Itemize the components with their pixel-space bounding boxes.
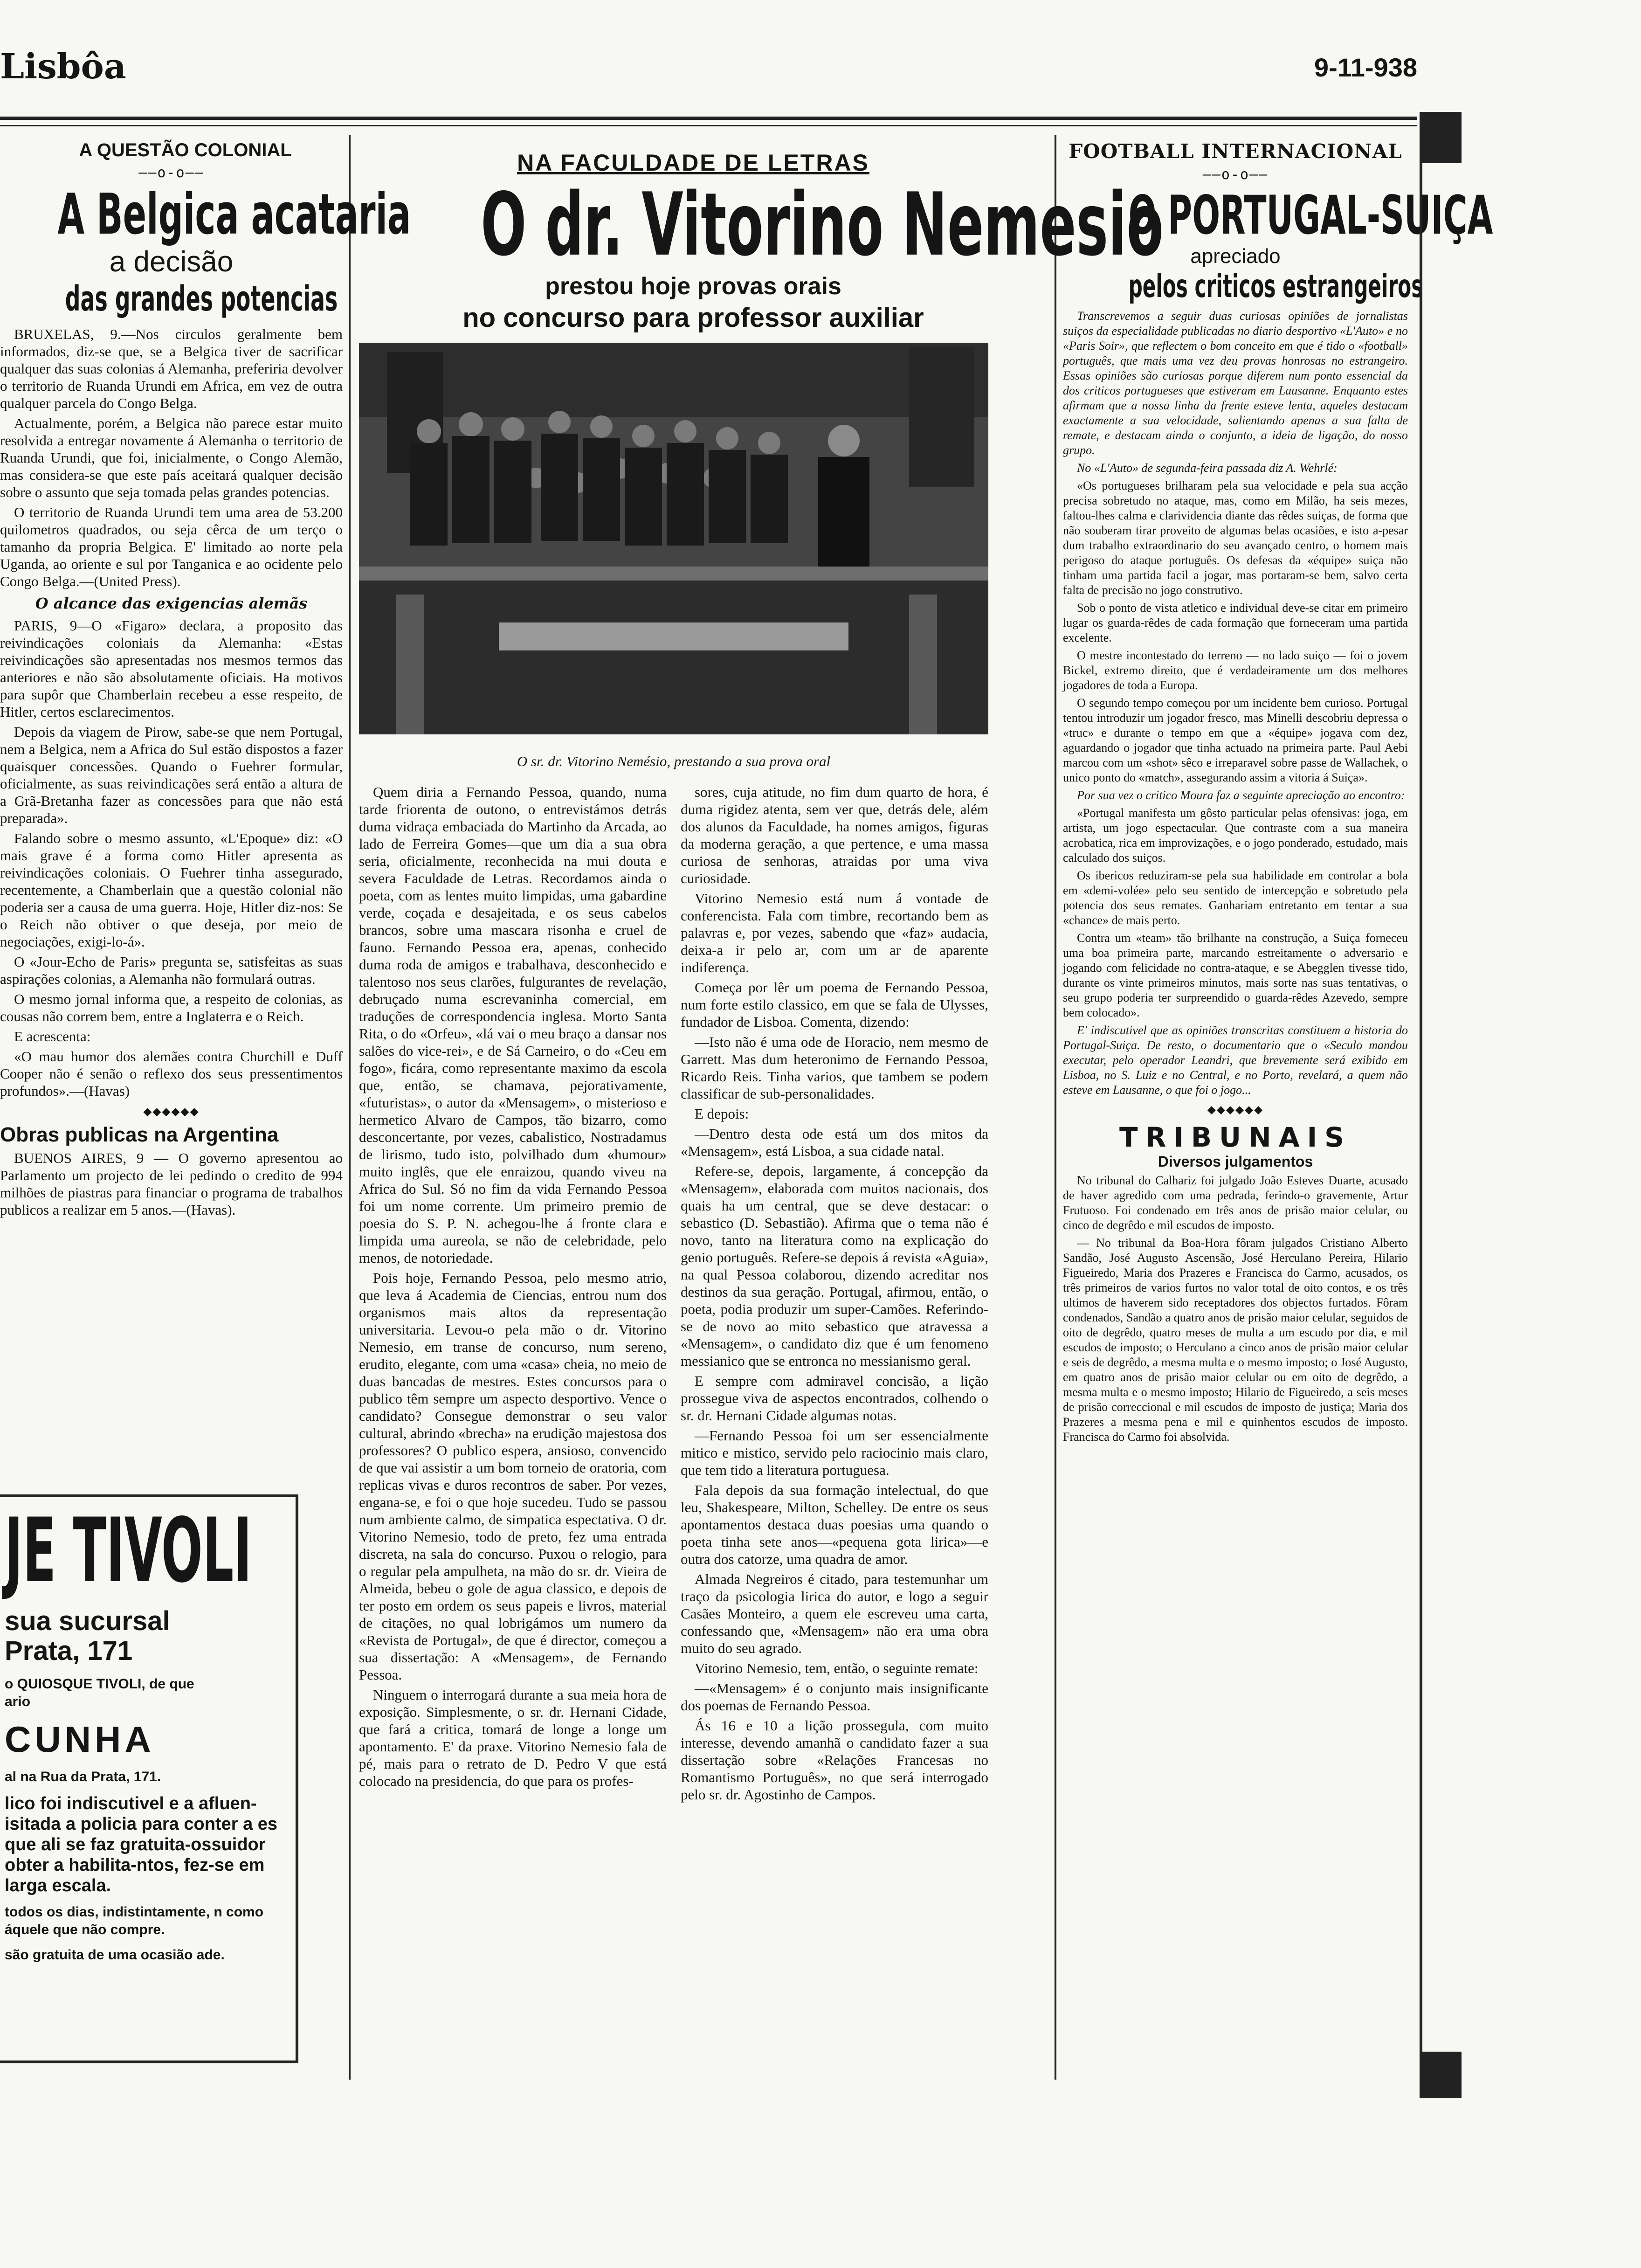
ad-rua: al na Rua da Prata, 171. (5, 1769, 161, 1784)
center-column-2 (681, 783, 988, 2061)
paragraph: Pois hoje, Fernando Pessoa, pelo mesmo atrio, que leva á Academia de Ciencias, entrou num dos organismos mais altos da representação universitaria. Levou-o pela mão o dr. Vitorino Nemesio, em transe de concurso, num sereno, erudito, elegante, com uma «casa» cheia, no meio de duas bancadas de mestres. Estes concursos para o publico têm sempre um aspecto desportivo. Vence o candidato? Consegue demonstrar o seu valor cultural, abrindo «brecha» na erudição majestosa dos professores? O publico espera, ansioso, convencido de que vai assistir a um bom torneio de oratoria, com replicas vivas e duros recontros de saber. Por vezes, engana-se, e foi o que hoje sucedeu. Tudo se passou num ambiente calmo, de simpatica espectativa. O dr. Vitorino Nemesio, todo de preto, fez uma entrada discreta, na sala do concurso. Puxou o relogio, para o regular pela ampulheta, na mão do sr. dr. Vieira de Almeida, bebeu o gole de agua classico, e depois de ter posto em ordem os seus papeis e livros, material de citações, no qual lobrigámos um numero da «Revista de Portugal», de que é director, começou a sua dissertação: A «Mensagem», de Fernando Pessoa. (359, 1270, 667, 1683)
binding-mark (1420, 112, 1462, 163)
paragraph: —Dentro desta ode está um dos mitos da «Mensagem», está Lisboa, a sua cidade natal. (681, 1126, 988, 1159)
paragraph: Ás 16 e 10 a lição prossegula, com muito interesse, devendo amanhã o candidato fazer a sua dissertação sobre «Relações Francesas no Romantismo Português», no que será interrogado pelo sr. dr. Agostinho de Campos. (681, 1717, 988, 1803)
tribunais-subtitle: Diversos julgamentos (1158, 1153, 1313, 1170)
column-divider (349, 135, 351, 2080)
paragraph: BRUXELAS, 9.—Nos circulos geralmente bem informados, diz-se que, se a Belgica tiver de sacrificar qualquer das suas colonias á Alemanha, preferiria devolver o territorio de Ruanda Urundi em Africa, em vez de outra qualquer parcela do Congo Belga. (0, 326, 343, 411)
ad-quiosque-2: ario (5, 1694, 31, 1709)
paragraph: Por sua vez o critico Moura faz a seguinte apreciação ao encontro: (1077, 788, 1405, 802)
obras-body (0, 1149, 343, 1218)
right-headline: O PORTUGAL-SUIÇA (1128, 184, 1493, 246)
paragraph: «Portugal manifesta um gôsto particular pelas ofensivas: joga, em artista, um jogo espectacular. Que contraste com a sua maneira acrobatica, rica em improvizações, e o jogo ponderado, estudado, mais calculado dos suiços. (1063, 806, 1408, 864)
paragraph: Ninguem o interrogará durante a sua meia hora de exposição. Simplesmente, o sr. dr. Hernani Cidade, que fará a critica, tomará de longe a longe um apontamento. E' da praxe. Vitorino Nemesio fala de pé, mais para o retrato de D. Pedro V que está colocado na presidencia, do que para os profes- (359, 1687, 667, 1789)
paragraph: E depois: (695, 1106, 749, 1122)
right-body-1 (1063, 478, 1408, 785)
paragraph: O mesmo jornal informa que, a respeito de colonias, as cousas não correm bem, entre a Inglaterra e o Reich. (0, 991, 343, 1024)
paragraph: PARIS, 9—O «Figaro» declara, a proposito das reivindicações coloniais da Alemanha: «Estas reivindicações são apresentadas nos mesmos termos das anteriores e não são absolutamente oficiais. Ha motivos para supôr que Chamberlain recebeu a esse respeito, de Hitler, certos esclarecimentos. (0, 617, 343, 720)
newspaper-name: Lisbôa (0, 47, 126, 87)
ad-publico: lico foi indiscutivel e a afluen-isitada a policia para conter a es que ali se faz gratuita-ossuidor obter a habilita-ntos, fez-se em larga escala. (5, 1794, 278, 1895)
paragraph: Falando sobre o mesmo assunto, «L'Epoque» diz: «O mais grave é a forma como Hitler apresenta as reivindicações coloniais. O Fuehrer tinha assegurado, recentemente, a Chamberlain que a questão colonial não poderia ser a causa de uma guerra. Hoje, Hitler diz-nos: Se o Reich não obtiver o que deseja, por meio de negociações, exigi-lo-á». (0, 830, 343, 950)
paragraph: E' indiscutivel que as opiniões transcritas constituem a historia do Portugal-Suiça. De resto, o documentario que o «Seculo mandou executar, pelo operador Leandri, que brevemente será exibido em Lisboa, no S. Luiz e no Central, e no Porto, revelará, a quem não esteve em Lausanne, o que foi o jogo... (1063, 1023, 1408, 1097)
center-subtitle: prestou hoje provas orais (545, 273, 841, 300)
ad-cunha: CUNHA (5, 1719, 155, 1760)
paragraph: Almada Negreiros é citado, para testemunhar um traço da psicologia lirica do autor, e logo a seguir Casães Monteiro, a quem ele escreveu uma carta, confessando que, «Mensagem» não era uma obra muito do seu agrado. (681, 1571, 988, 1656)
paragraph: Vitorino Nemesio, tem, então, o seguinte remate: (695, 1660, 979, 1676)
center-column-1 (359, 783, 667, 2061)
binding-mark (1420, 2052, 1462, 2098)
paragraph: E sempre com admiravel concisão, a lição prossegue viva de aspectos encontrados, colhendo o sr. dr. Hernani Cidade algumas notas. (681, 1373, 988, 1424)
news-photo (359, 343, 988, 734)
paragraph: No «L'Auto» de segunda-feira passada diz A. Wehrlé: (1077, 461, 1338, 475)
paragraph: sores, cuja atitude, no fim dum quarto de hora, é duma rigidez atenta, sem ver que, detrás dele, além dos alunos da Faculdade, ha nomes amigos, figuras da moderna geração, a que pertence, e uma massa curiosa de senhoras, atraidas por uma viva curiosidade. (681, 784, 988, 886)
right-kicker: FOOTBALL INTERNACIONAL (1069, 140, 1402, 163)
right-body-2 (1063, 806, 1408, 1020)
obras-headline: Obras publicas na Argentina (0, 1123, 279, 1146)
ornament-separator: ◆◆◆◆◆◆ (143, 1103, 200, 1120)
paragraph: Contra um «team» tão brilhante na construção, a Suiça forneceu uma boa primeira parte, marcando estreitamente o adversario e jogando com felicidade no contra-ataque, e se Abegglen tivesse tido, durante os vinte primeiros minutos, mais sorte nas suas tentativas, o seu grupo poderia ter surpreendido o guarda-rêdes Azevedo, sempre bem colocado». (1063, 931, 1408, 1019)
paragraph: —Isto não é uma ode de Horacio, nem mesmo de Garrett. Mas dum heteronimo de Fernando Pessoa, Ricardo Reis. Tinha varios, que tambem se podem classificar de sub-personalidades. (681, 1034, 988, 1102)
paragraph: Refere-se, depois, largamente, á concepção da «Mensagem», elaborada com muitos nacionais, dos quais ha um central, que se deve destacar: o sebastico (D. Sebastião). Afirma que o tema não é novo, tanto na literatura como na explicação do genio português. Refere-se depois á revista «Aguia», na qual Pessoa colaborou, dizendo acreditar nos destinos da sua geração. Portugal, afirmou, então, o poeta, podia produzir um super-Camões. Referindo-se de novo ao mito sebastico que atravessa a «Mensagem», o candidato diz que é um fenomeno messianico que se entronca no messianismo geral. (681, 1163, 988, 1369)
paragraph: —«Mensagem» é o conjunto mais insignificante dos poemas de Fernando Pessoa. (681, 1680, 988, 1714)
left-article-body (0, 325, 343, 590)
paragraph: Começa por lêr um poema de Fernando Pessoa, num forte estilo classico, em que se fala de Ulysses, fundador de Lisboa. Comenta, dizendo: (681, 979, 988, 1030)
left-article-body-2 (0, 617, 343, 1099)
center-header (351, 149, 1164, 335)
right-closing (1063, 1023, 1408, 1098)
right-intro-3 (1063, 788, 1408, 803)
paragraph: Sob o ponto de vista atletico e individual deve-se citar em primeiro lugar os guarda-rêdes de cada formação que forneceram uma partida excelente. (1063, 601, 1408, 644)
photo-illustration (359, 343, 988, 734)
paragraph: Vitorino Nemesio está num á vontade de conferencista. Fala com timbre, recortando bem as palavras e, por vezes, sabendo que «faz» audacia, deixa-a ir pelo ar, com um ar de aparente indiferença. (681, 890, 988, 975)
paragraph: O «Jour-Echo de Paris» pregunta se, satisfeitas as suas aspirações colonias, a Alemanha não formulará outras. (0, 954, 343, 987)
masthead (0, 47, 1417, 89)
right-subtitle: apreciado (1190, 245, 1281, 268)
paragraph: —Fernando Pessoa foi um ser essencialmente mitico e mistico, servido pelo raciocinio mais claro, que tem tido a literatura portuguesa. (681, 1427, 988, 1478)
tivoli-advertisement (0, 1494, 298, 2063)
photo-caption: O sr. dr. Vitorino Nemésio, prestando a sua prova oral (517, 753, 831, 769)
paragraph: «Os portugueses brilharam pela sua velocidade e pela sua acção precisa sobretudo no ataque, mas, como em Milão, ha seis mezes, faltou-lhes calma e clarividencia diante das rêdes suiças, de forma que não souberam tirar proveito de algumas belas ocasiões, e isto a-pesar dum trabalho extraordinario do seu avançado centro, o homem mais perigoso do ataque português. Os defesas da «équipe» suiça não tinham uma partida facil a jogar, mas portaram-se bem, salvo certa falta de precisão no jogo construtivo. (1063, 479, 1408, 597)
ad-todos: todos os dias, indistintamente, n como áquele que não compre. (5, 1904, 264, 1937)
center-body-1 (359, 783, 667, 1790)
center-headline: O dr. Vitorino Nemesio (481, 174, 1164, 275)
ad-gratuita: são gratuita de uma ocasião ade. (5, 1947, 225, 1963)
right-margin-rule (1420, 140, 1422, 2061)
left-subtitle-2: das grandes potencias (65, 279, 338, 319)
ad-prata: Prata, 171 (5, 1636, 133, 1666)
paragraph: E acrescenta: (14, 1028, 91, 1044)
right-column (1063, 140, 1493, 2061)
paragraph: Fala depois da sua formação intelectual, do que leu, Shakespeare, Milton, Schelley. De entre os seus apontamentos destaca duas poesias uma quando o poeta tinha sete anos—«pequena gota lirica»—e outra dos catorze, uma quadra de amor. (681, 1482, 988, 1567)
tribunais-title: TRIBUNAIS (1119, 1121, 1351, 1153)
paragraph: O segundo tempo começou por um incidente bem curioso. Portugal tentou introduzir um jogador fresco, mas Minelli descobriu depressa o «truc» e durante o tempo em que a «équipe» jogava com dez, aguardando o jogador que tinha actuado na primeira parte. Paul Aebi marcou com um «shot» sêco e irreparavel sobre passe de Wallachek, o unico ponto do «match», assegurando assim a vitoria á Suiça». (1063, 696, 1408, 784)
issue-date: 9-11-938 (1314, 53, 1417, 82)
right-intro (1063, 309, 1408, 476)
left-column (0, 140, 411, 1483)
ad-headline: JE TIVOLI (5, 1499, 252, 1602)
center-body-2 (681, 783, 988, 1803)
paragraph: Depois da viagem de Pirow, sabe-se que nem Portugal, nem a Belgica, nem a Africa do Sul estão dispostos a fazer quaisquer concessões. Quando o Fuehrer formular, oficialmente, as suas reivindicações será então a altura de a Grã-Bretanha fazer as concessões para que não está preparada». (0, 724, 343, 826)
ornament: ——o-o—— (1202, 166, 1269, 183)
paragraph: Quem diria a Fernando Pessoa, quando, numa tarde friorenta de outono, o entrevistámos detrás duma vidraça embaciada do Martinho da Arcada, ao lado de Ferreira Gomes—que um dia a sua obra seria, oficialmente, reconhecida na mui douta e severa Faculdade de Letras. Recordamos ainda o poeta, com as lentes muito limpidas, uma gabardine verde, coçada e desajeitada, e os seus cabelos brancos, sobre uma mascara risonha e cruel de fauno. Fernando Pessoa era, apenas, conhecido duma roda de amigos e trabalhava, desconhecido e talentoso nos seus clarões, fulgurantes de revelação, debruçado numa escrevaninha comercial, em traduções de correspondencia inglesa. Morto Santa Rita, o do «Orfeu», «lá vai o meu braço a dansar nos salões do vice-rei», e de Sá Carneiro, o do «Ceu em fogo», ficára, como representante maximo da escola que, então, se chamava, pejorativamente, «futuristas», o autor da «Mensagem», o misterioso e hermetico Alvaro de Campos, tão bizarro, como desconcertante, por vezes, cabalistico, Nostradamus de lirismo, tudo isto, polvilhado dum «humour» muito inglês, que ele enraizou, quando viveu na Africa do Sul. Só no fim da vida Fernando Pessoa foi um nome corrente. Um primeiro premio de poesia do S. P. N. achegou-lhe á fronte clara e limpida uma aureola, se não de celebridade, pelo menos, de notoriedade. (359, 784, 667, 1266)
paragraph: Os ibericos reduziram-se pela sua habilidade em controlar a bola em «demi-volée» pelo seu sentido de intercepção e sobretudo pela potencia dos seus remates. Ganhariam entretanto em tentar a sua «chance» de mais perto. (1063, 869, 1408, 927)
left-subtitle: a decisão (109, 246, 234, 278)
ad-quiosque: o QUIOSQUE TIVOLI, de que (5, 1676, 194, 1692)
left-subhead: O alcance das exigencias alemãs (35, 595, 308, 612)
paragraph: O territorio de Ruanda Urundi tem uma area de 53.200 quilometros quadrados, ou seja cêrca de um terço o tamanho da propria Belgica. E' limitado ao norte pela Uganda, ao oriente e sul por Tanganica e ao ocidente pelo Congo Belga.—(United Press). (0, 504, 343, 589)
column-divider (1055, 135, 1056, 2080)
paragraph: Transcrevemos a seguir duas curiosas opiniões de jornalistas suiços da especialidade publicadas no diario desportivo «L'Auto» e no «Paris Soir», que reflectem o bom conceito em que é tido o «football» português, que mais uma vez deu provas honrosas no estrangeiro. Essas opiniões são curiosas porque diferem num ponto essencial da dos criticos portugueses que estiveram em Lausanne. Enquanto estes afirmam que a nossa linha da frente esteve lenta, aqueles destacam exactamente a sua velocidade, salientando apenas a sua falta de remate, e destacam ainda o conjunto, a ideia de ligação, do nosso grupo. (1063, 309, 1408, 457)
right-subtitle-2: pelos criticos estrangeiros (1128, 268, 1423, 305)
masthead-rule (0, 117, 1417, 120)
center-kicker: NA FACULDADE DE LETRAS (517, 150, 869, 176)
paragraph: BUENOS AIRES, 9 — O governo apresentou ao Parlamento um projecto de lei pedindo o credito de 994 milhões de piastras para financiar o programa de trabalhos publicos a realizar em 5 anos.—(Havas). (0, 1150, 343, 1218)
ornament: ——o-o—— (138, 165, 204, 181)
center-subtitle-2: no concurso para professor auxiliar (462, 303, 924, 333)
paragraph: O mestre incontestado do terreno — no lado suiço — foi o jovem Bickel, extremo direito, que é verdadeiramente um dos melhores jogadores de toda a Europa. (1063, 649, 1408, 692)
ad-sucursal: sua sucursal (5, 1606, 170, 1636)
paragraph: No tribunal do Calhariz foi julgado João Esteves Duarte, acusado de haver agredido com uma pedrada, ferindo-o gravemente, Artur Frutuoso. Foi condenado em três anos de prisão maior celular, ou cinco de degrêdo e mil escudos de imposto. (1063, 1174, 1408, 1232)
masthead-rule-thin (0, 125, 1417, 126)
paragraph: — No tribunal da Boa-Hora fôram julgados Cristiano Alberto Sandão, José Augusto Ascensão, José Herculano Pereira, Hilario Figueiredo, Maria dos Prazeres e Francisca do Carmo, acusados, os três primeiros de varios furtos no valor total de oito contos, e os três ultimos de haverem sido receptadores dos objectos furtados. Fôram condenados, Sandão a quatro anos de prisão maior celular, seguidos de oito de degrêdo, quatro meses de multa a um escudo por dia, e mil escudos de imposto; o Herculano a cinco anos de prisão maior celular e seis de degrêdo, a mesma multa e o mesmo imposto; o José Augusto, em quatro anos de prisão maior celular ou em oito de degrêdo, a mesma multa e o mesmo imposto; Hilario de Figueiredo, a seis meses de prisão correccional e mil escudos de imposto de justiça; Maria dos Prazeres a mesma pena e mil e quinhentos escudos de imposto. Francisca do Carmo foi absolvida. (1063, 1236, 1408, 1444)
paragraph: «O mau humor dos alemães contra Churchill e Duff Cooper não é senão o reflexo dos seus pressentimentos profundos».—(Havas) (0, 1048, 343, 1099)
tribunais-body (1063, 1173, 1408, 1445)
paragraph: Actualmente, porém, a Belgica não parece estar muito resolvida a entregar novamente á Alemanha o territorio de Ruanda Urundi, que foi, inicialmente, o Congo Alemão, mas considera-se que este país aceitará qualquer decisão sobre o assunto que seja tomada pelas grandes potencias. (0, 415, 343, 500)
left-kicker: A QUESTÃO COLONIAL (79, 140, 292, 160)
ornament-separator: ◆◆◆◆◆◆ (1207, 1101, 1264, 1118)
left-headline: A Belgica acataria (57, 182, 411, 247)
